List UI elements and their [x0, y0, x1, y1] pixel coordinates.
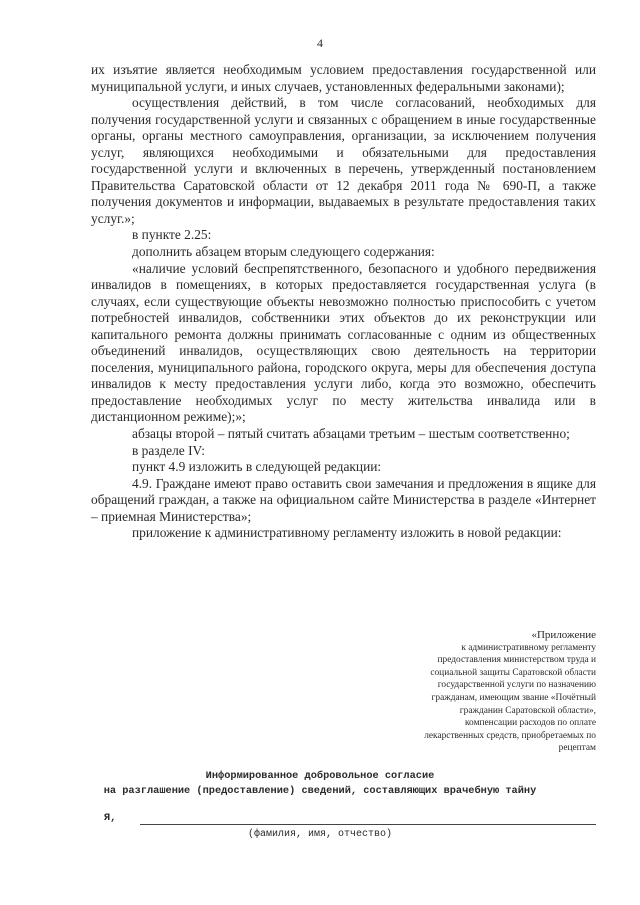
appendix-header-line: гражданам, имеющим звание «Почётный — [431, 692, 596, 703]
appendix-header-line: государственной услуги по назначению — [437, 680, 596, 691]
page-number: 4 — [317, 36, 323, 50]
fio-caption: (фамилия, имя, отчество) — [247, 829, 393, 840]
body-text — [91, 62, 596, 542]
name-fill-line — [140, 824, 596, 825]
consent-title — [0, 769, 640, 799]
appendix-header-line: социальной защиты Саратовской области — [430, 667, 596, 678]
paragraph-add-second: дополнить абзацем вторым следующего содержания: — [132, 244, 435, 260]
paragraph-continuation: их изъятие является необходимым условием предоставления государственной или муниципальной услуги, и иных случаев, установленных федеральными законами); — [91, 62, 596, 94]
paragraph-actions: осуществления действий, в том числе согласований, необходимых для получения государственной услуги и связанных с обращением в иные государственные органы, органы местного самоуправления, организации, за исключением получения услуг, являющихся необходимыми и обязательными для предоставления государственной услуги и включенных в перечень, утвержденный постановлением Правительства Саратовской области от 12 декабря 2011 года № 690-П, а также получения документов и информации, выдаваемых в результате предоставления таких услуг.»; — [91, 95, 596, 226]
paragraph-text-4-9: 4.9. Граждане имеют право оставить свои замечания и предложения в ящике для обращений граждан, а также на официальном сайте Министерства в разделе «Интернет – приемная Министерства»; — [91, 475, 596, 524]
appendix-header-line: гражданин Саратовской области», — [459, 705, 596, 716]
appendix-header — [400, 629, 596, 755]
appendix-header-line: лекарственных средств, приобретаемых по — [424, 730, 596, 741]
paragraph-point-2-25: в пункте 2.25: — [132, 227, 212, 243]
name-field-row — [104, 812, 604, 824]
consent-title-line-1: Информированное добровольное согласие — [205, 770, 435, 782]
paragraph-point-4-9: пункт 4.9 изложить в следующей редакции: — [132, 459, 382, 475]
appendix-header-line: компенсации расходов по оплате — [464, 718, 596, 729]
appendix-header-line: «Приложение — [531, 629, 596, 641]
appendix-header-line: к административному регламенту — [461, 642, 596, 653]
appendix-header-line: предоставления министерством труда и — [437, 655, 596, 666]
appendix-header-line: рецептам — [558, 743, 596, 754]
ya-label: Я, — [104, 812, 117, 824]
paragraph-appendix: приложение к административному регламенту изложить в новой редакции: — [132, 525, 562, 541]
paragraph-renumber: абзацы второй – пятый считать абзацами третьим – шестым соответственно; — [132, 426, 570, 442]
paragraph-quote-access: «наличие условий беспрепятственного, безопасного и удобного передвижения инвалидов в помещениях, в которых предоставляется государственная услуга (в случаях, если существующие объекты невозможно полностью приспособить с учетом потребностей инвалидов, собственники этих объектов до их реконструкции или капитального ремонта должны принимать согласованные с одним из общественных объединений инвалидов, осуществляющих свою деятельность на территории поселения, муниципального района, городского округа, меры для обеспечения доступа инвалидов к месту предоставления услуги либо, когда это возможно, обеспечить предоставление необходимых услуг по месту жительства инвалида или в дистанционном режиме);»; — [91, 260, 596, 425]
consent-title-line-2: на разглашение (предоставление) сведений, составляющих врачебную тайну — [103, 785, 537, 797]
paragraph-section-iv: в разделе IV: — [132, 442, 205, 458]
